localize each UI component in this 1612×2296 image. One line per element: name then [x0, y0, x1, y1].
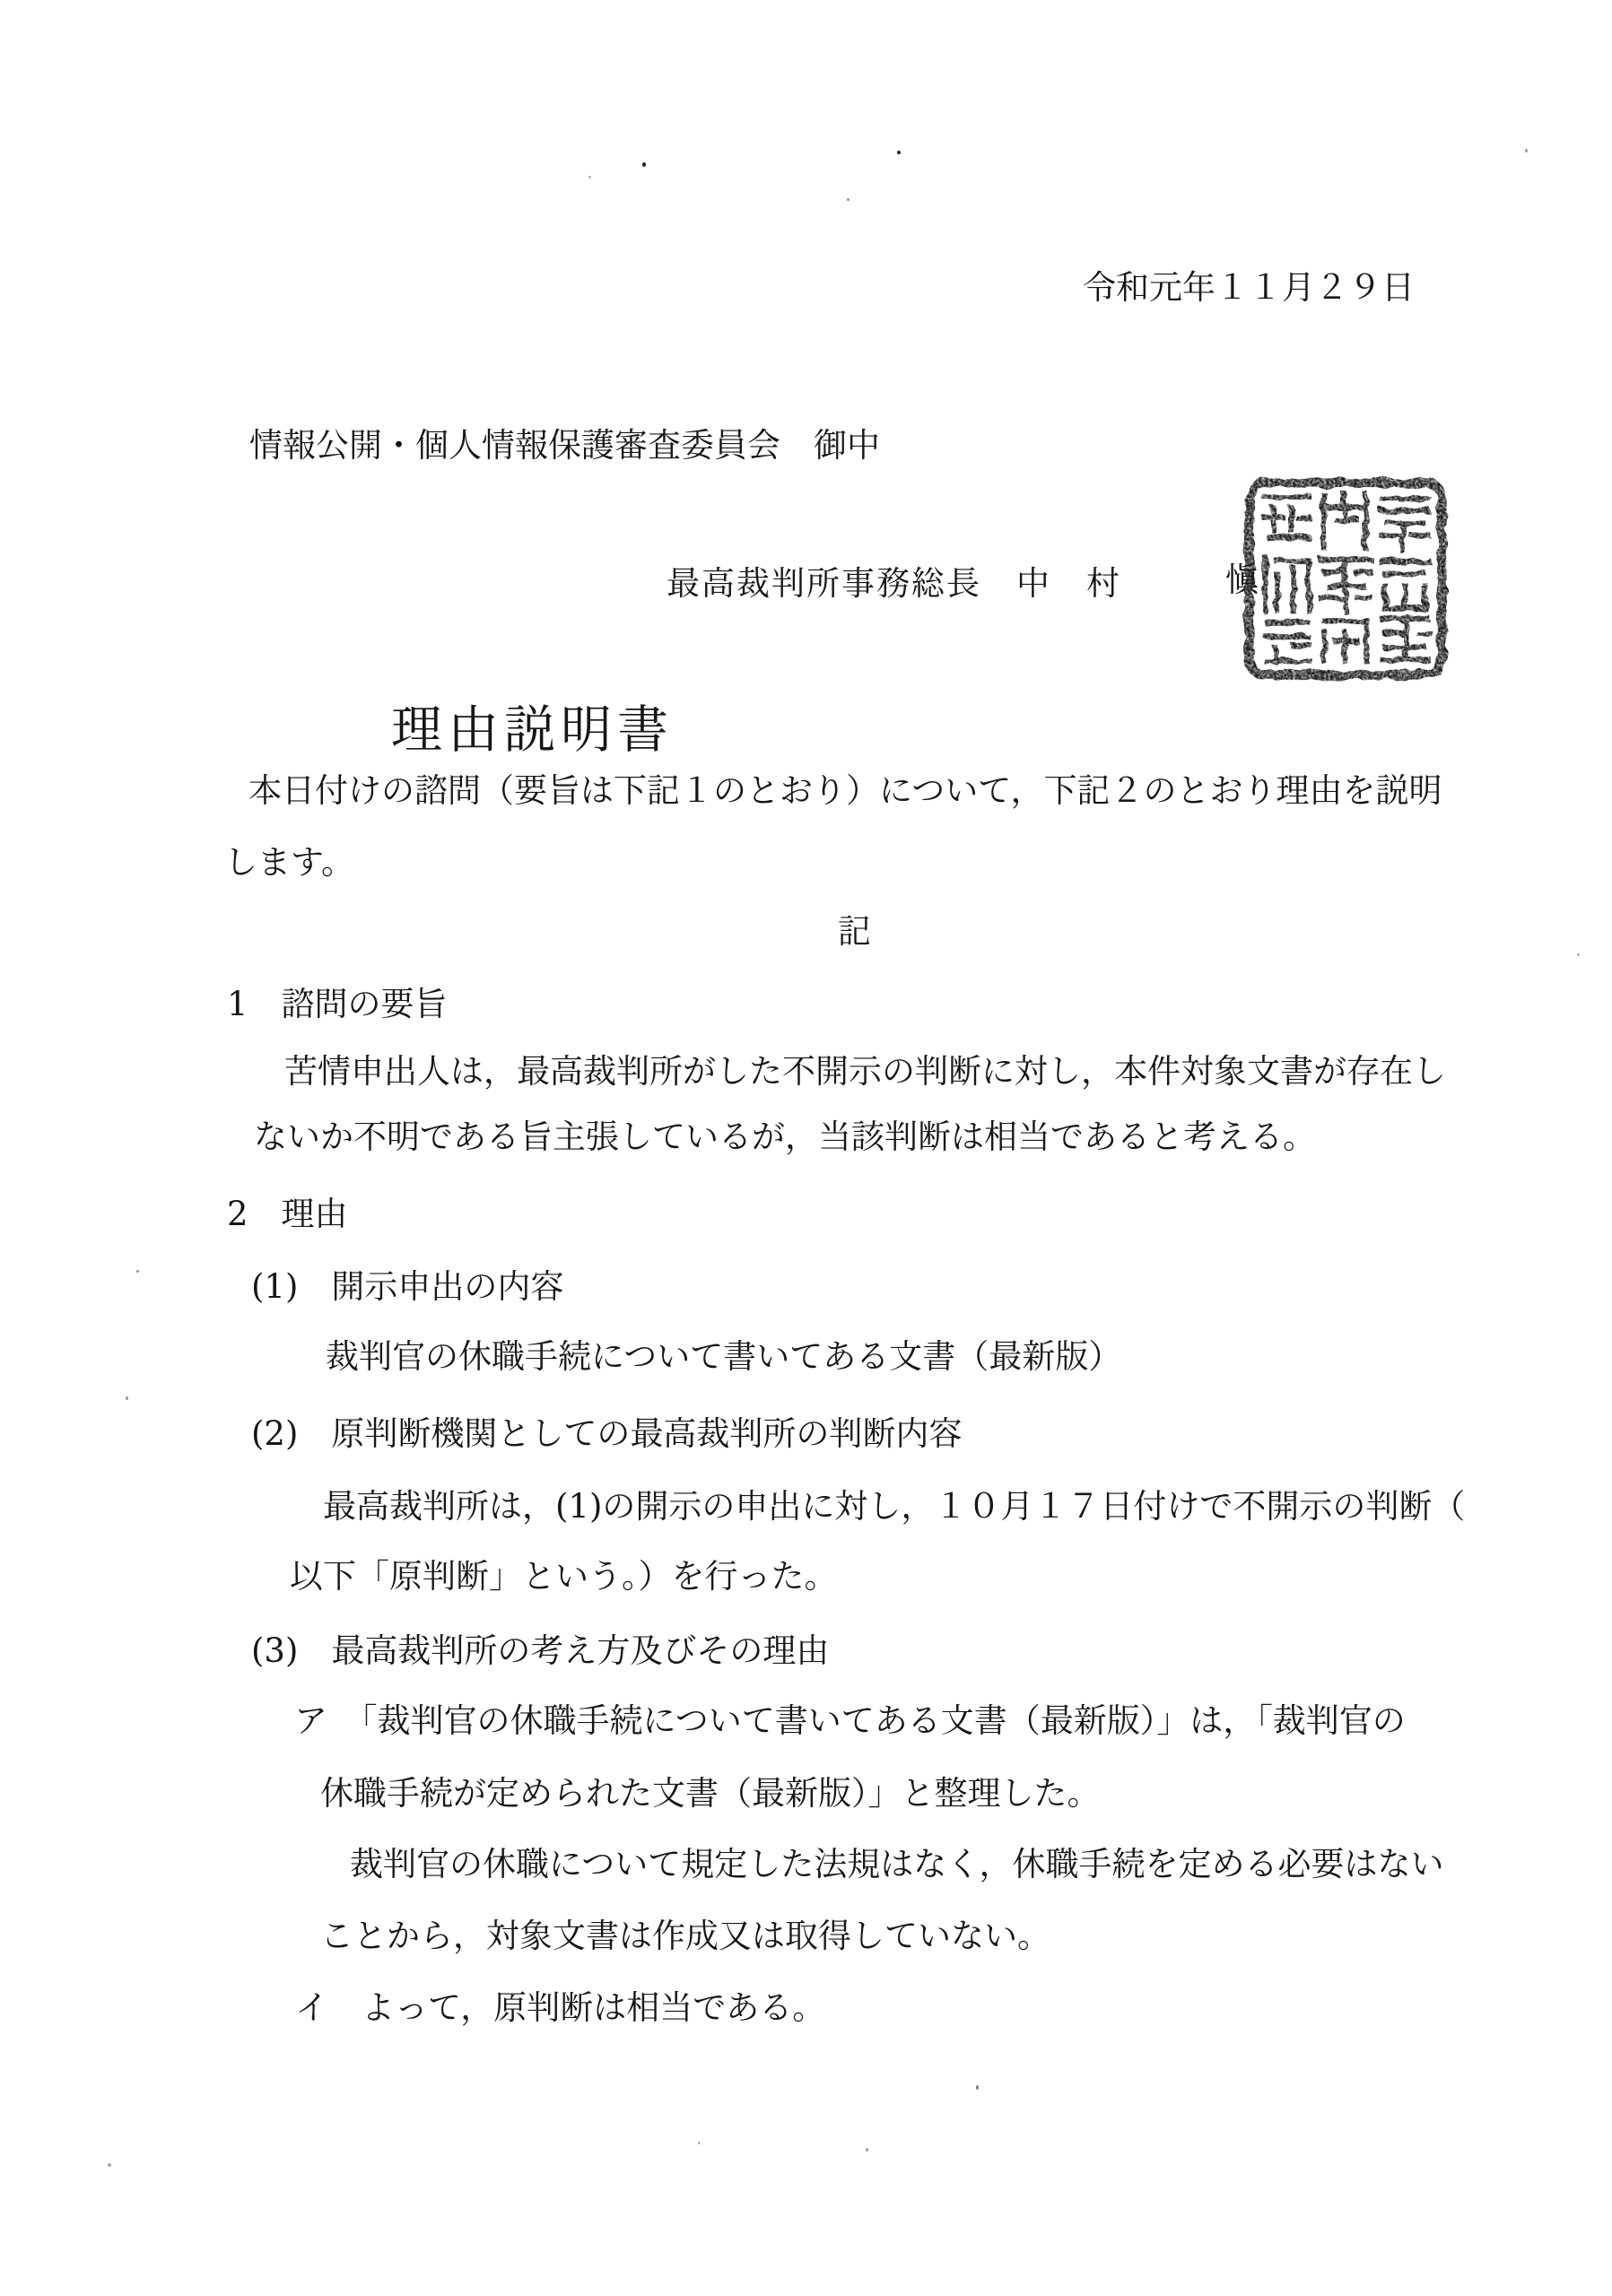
section-1-heading: 1 諮問の要旨: [227, 985, 448, 1023]
subsection-3-item-a-line-4: ことから，対象文書は作成又は取得していない。: [320, 1917, 1050, 1955]
subsection-3-item-b-line: イ よって，原判断は相当である。: [295, 1988, 826, 2027]
scan-noise-speck: [976, 2085, 979, 2090]
subsection-1-heading: (1) 開示申出の内容: [251, 1267, 564, 1306]
document-title: 理由説明書: [391, 700, 674, 760]
subsection-2-paragraph-line-1: 最高裁判所は，(1)の開示の申出に対し，１０月１７日付けで不開示の判断（: [323, 1487, 1466, 1526]
scan-noise-speck: [126, 1396, 128, 1400]
official-seal-stamp: [1241, 473, 1451, 685]
document-date: 令和元年１１月２９日: [1083, 268, 1415, 307]
scan-noise-speck: [698, 2142, 700, 2144]
scan-noise-speck: [847, 198, 850, 201]
scan-noise-speck: [588, 176, 591, 178]
subsection-2-heading: (2) 原判断機関としての最高裁判所の判断内容: [251, 1414, 963, 1453]
subsection-2-paragraph-line-2: 以下「原判断」という。）を行った。: [290, 1557, 838, 1596]
sender-line: 最高裁判所事務総長 中 村: [667, 564, 1121, 603]
body-line-intro-1: 本日付けの諮問（要旨は下記１のとおり）について，下記２のとおり理由を説明: [248, 771, 1442, 810]
record-marker: 記: [838, 912, 871, 951]
scan-noise-speck: [136, 1270, 139, 1273]
scan-noise-speck: [866, 2148, 868, 2152]
section-2-heading: 2 理由: [227, 1195, 348, 1233]
scan-noise-speck: [897, 151, 901, 154]
scan-noise-speck: [1577, 953, 1580, 956]
subsection-3-item-a-line-3: 裁判官の休職について規定した法規はなく，休職手続を定める必要はない: [350, 1845, 1444, 1883]
subsection-3-heading: (3) 最高裁判所の考え方及びその理由: [251, 1631, 830, 1670]
scan-noise-speck: [642, 162, 646, 167]
body-line-intro-2: します。: [224, 843, 355, 882]
section-1-paragraph-line-1: 苦情申出人は，最高裁判所がした不開示の判断に対し，本件対象文書が存在し: [284, 1052, 1446, 1091]
subsection-1-paragraph: 裁判官の休職手続について書いてある文書（最新版）: [326, 1337, 1122, 1376]
subsection-3-item-a-line-2: 休職手続が定められた文書（最新版）」と整理した。: [320, 1774, 1101, 1813]
subsection-3-item-a-line-1: ア 「裁判官の休職手続について書いてある文書（最新版）」は，「裁判官の: [294, 1701, 1406, 1740]
addressee-line: 情報公開・個人情報保護審査委員会 御中: [249, 426, 880, 465]
section-1-paragraph-line-2: ないか不明である旨主張しているが，当該判断は相当であると考える。: [254, 1118, 1316, 1156]
sender-given-name: 愼: [1225, 561, 1259, 599]
scan-noise-speck: [108, 2163, 111, 2167]
scan-noise-speck: [1525, 149, 1528, 152]
